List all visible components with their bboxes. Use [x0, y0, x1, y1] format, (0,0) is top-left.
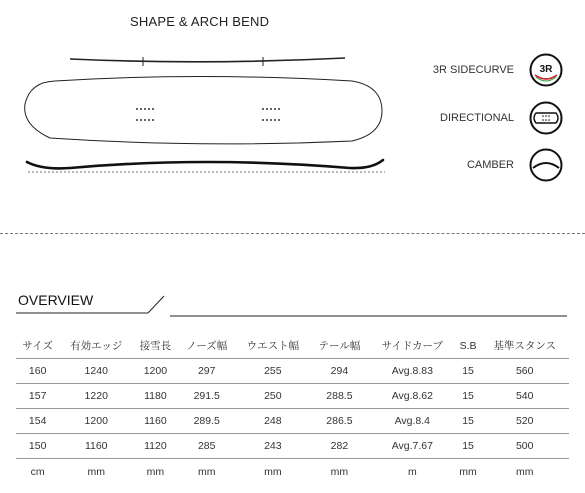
unit-sidecut: m [369, 459, 456, 485]
unit-effective-edge: mm [59, 459, 133, 485]
cell-stance: 540 [480, 384, 569, 409]
cell-contact-length: 1120 [133, 434, 177, 459]
cell-sidecut: Avg.7.67 [369, 434, 456, 459]
header-contact-length: 接雪長 [139, 340, 172, 352]
header-stance: 基準スタンス [493, 340, 557, 352]
table-row [16, 384, 569, 409]
overview-title: OVERVIEW [18, 292, 94, 308]
3r-sidecurve-icon [528, 52, 564, 88]
cell-sidecut: Avg.8.83 [369, 359, 456, 384]
cell-setback: 15 [456, 384, 481, 409]
cell-sidecut: Avg.8.4 [369, 409, 456, 434]
table-row [16, 409, 569, 434]
cell-setback: 15 [456, 409, 481, 434]
directional-icon [528, 100, 564, 136]
cell-effective-edge: 1220 [59, 384, 133, 409]
cell-waist-width: 255 [236, 359, 310, 384]
cell-nose-width: 285 [178, 434, 236, 459]
header-tail-width: テール幅 [318, 340, 361, 352]
flex-profile-line [70, 58, 345, 62]
camber-icon [528, 147, 564, 183]
header-waist-width: ウエスト幅 [246, 340, 300, 352]
header-sidecut: サイドカーブ [381, 340, 444, 352]
spec-header-row [16, 333, 569, 359]
cell-setback: 15 [456, 434, 481, 459]
unit-tail-width: mm [310, 459, 369, 485]
cell-contact-length: 1160 [133, 409, 177, 434]
table-row [16, 359, 569, 384]
feature-label-3r-sidecurve: 3R SIDECURVE [432, 64, 514, 76]
cell-effective-edge: 1160 [59, 434, 133, 459]
cell-waist-width: 243 [236, 434, 310, 459]
cell-sidecut: Avg.8.62 [369, 384, 456, 409]
unit-waist-width: mm [236, 459, 310, 485]
cell-tail-width: 288.5 [310, 384, 369, 409]
cell-nose-width: 289.5 [178, 409, 236, 434]
header-effective-edge: 有効エッジ [70, 340, 123, 352]
header-setback: S.B [459, 339, 477, 352]
insert-holes-front [136, 108, 154, 121]
cell-size: 160 [16, 359, 59, 384]
cell-size: 154 [16, 409, 59, 434]
unit-stance: mm [480, 459, 569, 485]
cell-tail-width: 294 [310, 359, 369, 384]
cell-stance: 500 [480, 434, 569, 459]
unit-setback: mm [456, 459, 481, 485]
board-outline [25, 77, 382, 144]
cell-effective-edge: 1200 [59, 409, 133, 434]
cell-nose-width: 297 [178, 359, 236, 384]
shape-section-title: SHAPE & ARCH BEND [130, 14, 270, 29]
cell-size: 150 [16, 434, 59, 459]
cell-tail-width: 286.5 [310, 409, 369, 434]
unit-contact-length: mm [133, 459, 177, 485]
cell-waist-width: 248 [236, 409, 310, 434]
header-size: サイズ [22, 340, 53, 352]
cell-tail-width: 282 [310, 434, 369, 459]
3r-icon-text: 3R [539, 64, 553, 75]
feature-label-camber: CAMBER [466, 159, 514, 171]
unit-nose-width: mm [178, 459, 236, 485]
insert-holes-rear [262, 108, 280, 121]
feature-label-directional: DIRECTIONAL [440, 112, 514, 124]
cell-setback: 15 [456, 359, 481, 384]
header-nose-width: ノーズ幅 [186, 340, 228, 352]
cell-contact-length: 1180 [133, 384, 177, 409]
table-row [16, 434, 569, 459]
cell-stance: 560 [480, 359, 569, 384]
unit-size: cm [16, 459, 59, 485]
spec-table [16, 333, 569, 484]
cell-nose-width: 291.5 [178, 384, 236, 409]
section-divider [0, 233, 585, 234]
spec-units-row [16, 459, 569, 485]
cell-contact-length: 1200 [133, 359, 177, 384]
cell-waist-width: 250 [236, 384, 310, 409]
camber-profile [27, 160, 383, 168]
cell-effective-edge: 1240 [59, 359, 133, 384]
cell-size: 157 [16, 384, 59, 409]
cell-stance: 520 [480, 409, 569, 434]
